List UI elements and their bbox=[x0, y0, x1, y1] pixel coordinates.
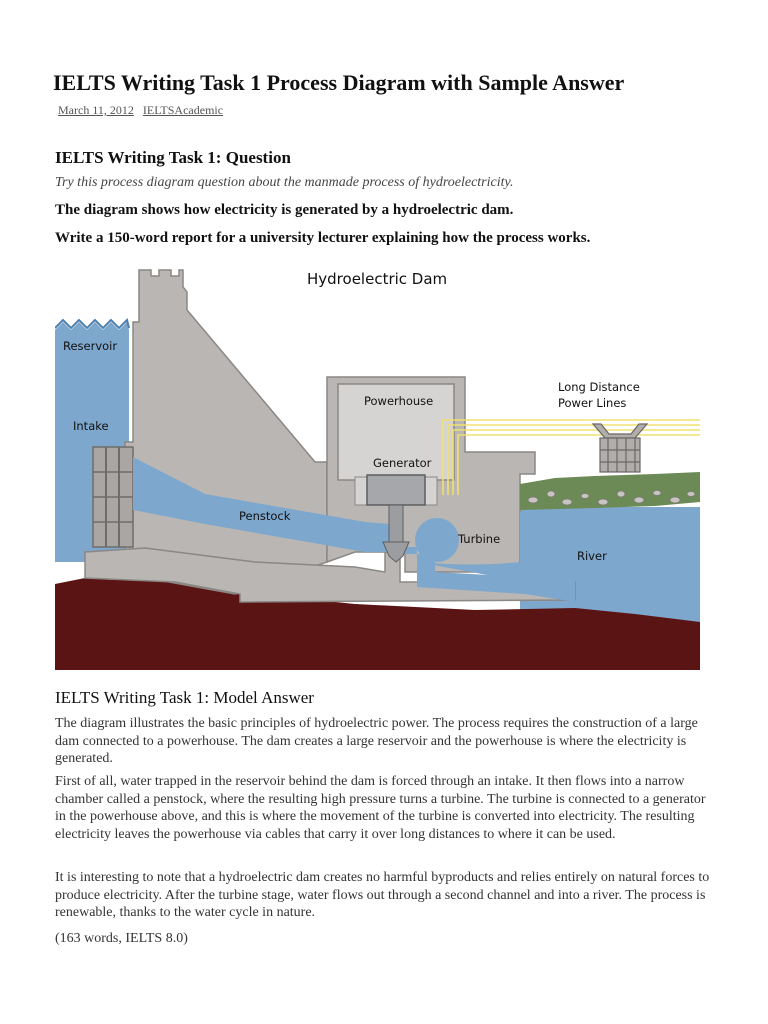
question-prompt: The diagram shows how electricity is generated by a hydroelectric dam. bbox=[55, 202, 514, 218]
answer-paragraph-1: The diagram illustrates the basic principles of hydroelectric power. The process requires the construction of a large dam connected to a powerhouse. The dam creates a large reservoir and the powerhouse is where the electricity is generated. bbox=[55, 716, 698, 766]
label-powerhouse: Powerhouse bbox=[364, 394, 434, 408]
answer-paragraph-3: It is interesting to note that a hydroelectric dam creates no harmful byproducts and relies entirely on natural forces to produce electricity. After the turbine stage, water flows out through a second channel and into a river. The process is renewable, thanks to the water cycle in nature. bbox=[55, 870, 710, 920]
post-meta bbox=[58, 103, 223, 118]
answer-word-count: (163 words, IELTS 8.0) bbox=[55, 931, 188, 946]
question-heading: IELTS Writing Task 1: Question bbox=[55, 148, 291, 167]
turbine-chamber-left bbox=[359, 524, 387, 552]
post-author-link[interactable]: IELTSAcademic bbox=[142, 103, 224, 117]
dam-diagram-svg bbox=[55, 262, 700, 670]
label-reservoir: Reservoir bbox=[63, 339, 118, 353]
label-turbine: Turbine bbox=[458, 532, 501, 546]
question-intro: Try this process diagram question about the manmade process of hydroelectricity. bbox=[55, 175, 514, 190]
post-date-link[interactable]: March 11, 2012 bbox=[58, 103, 134, 117]
answer-paragraph-2: First of all, water trapped in the reservoir behind the dam is forced through an intake. It then flows into a narrow chamber called a penstock, where the resulting high pressure turns a turbine. The turbine is connected to a generator in the powerhouse above, and this is where the movement of the turbine is converted into electricity. The resulting electricity leaves the powerhouse via cables that carry it over long distances to where it can be used. bbox=[55, 774, 706, 842]
diagram-title: Hydroelectric Dam bbox=[307, 270, 448, 288]
hydroelectric-dam-diagram bbox=[55, 262, 700, 670]
generator bbox=[367, 475, 425, 505]
answer-heading: IELTS Writing Task 1: Model Answer bbox=[55, 688, 314, 707]
article-title: IELTS Writing Task 1 Process Diagram with Sample Answer bbox=[53, 70, 625, 95]
label-penstock: Penstock bbox=[239, 509, 291, 523]
label-intake: Intake bbox=[73, 419, 109, 433]
turbine-shaft bbox=[389, 505, 403, 543]
label-power-lines-1: Long Distance bbox=[558, 380, 640, 394]
label-power-lines-2: Power Lines bbox=[558, 396, 627, 410]
label-river: River bbox=[577, 549, 607, 563]
label-generator: Generator bbox=[373, 456, 432, 470]
question-instruction: Write a 150-word report for a university lecturer explaining how the process works. bbox=[55, 230, 591, 246]
